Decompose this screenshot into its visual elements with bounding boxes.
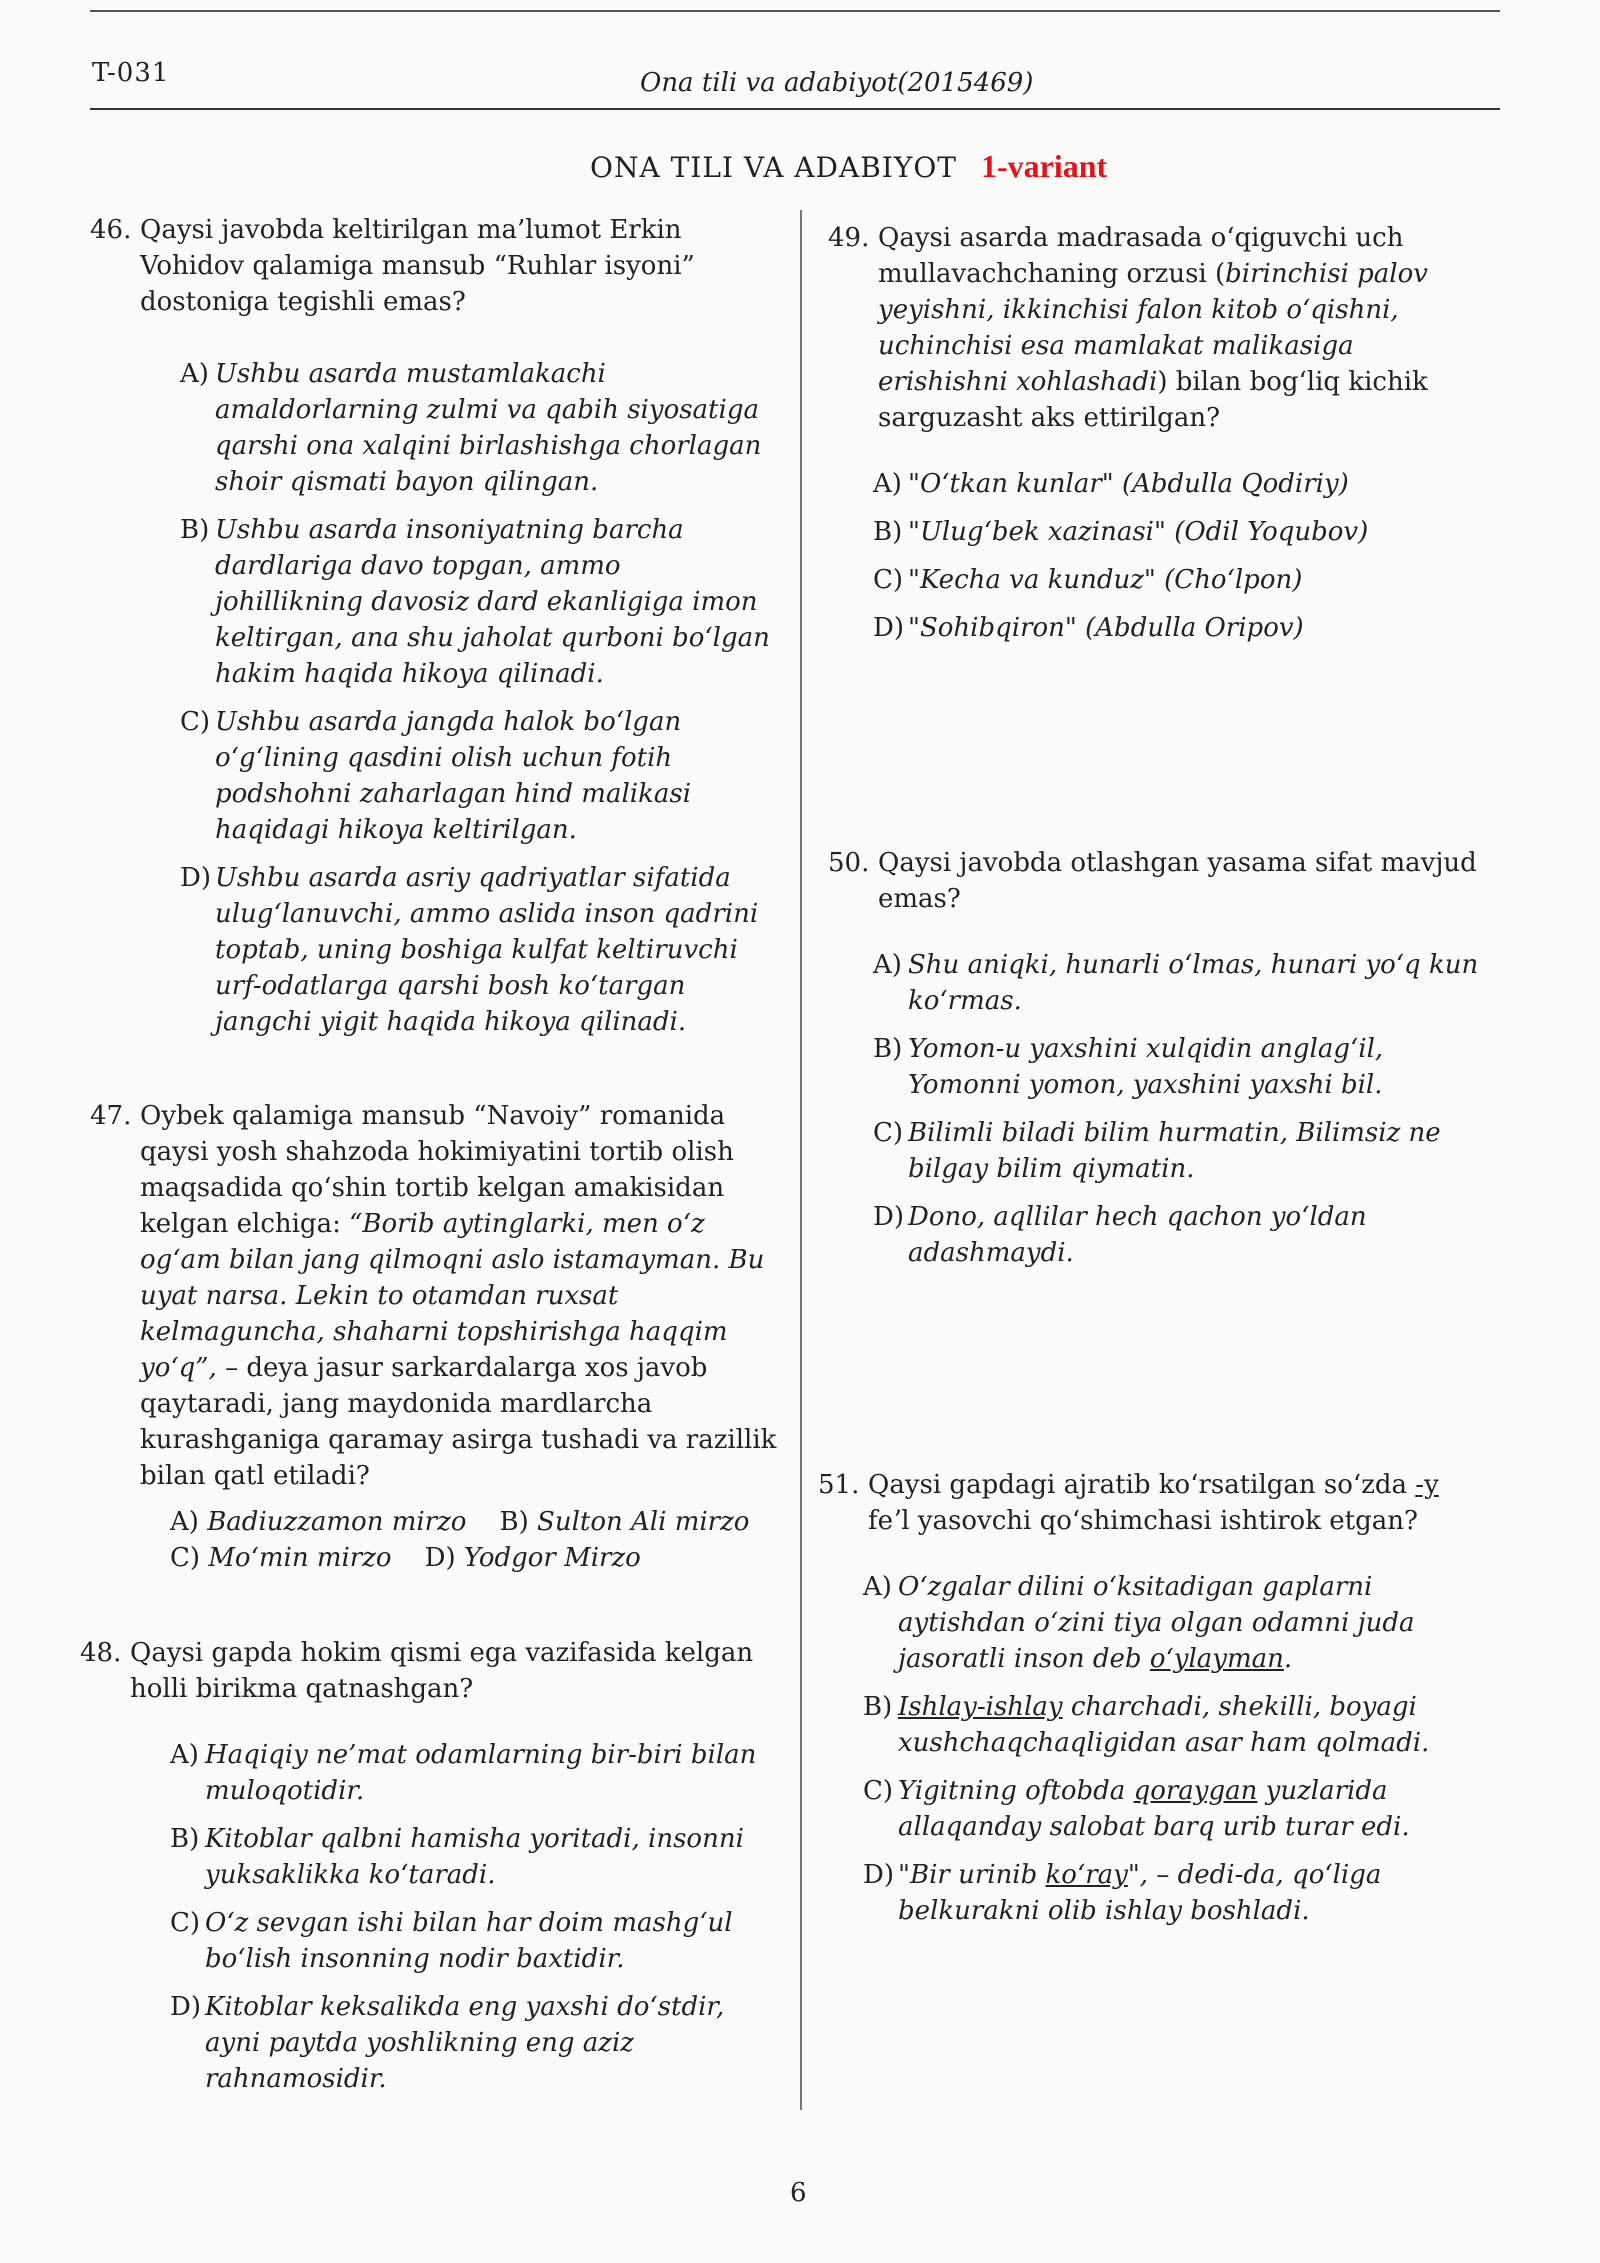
- question-49: [828, 220, 1488, 646]
- underlined-word: oʻylayman: [1149, 1644, 1284, 1674]
- option-a[interactable]: A) Oʻzgalar dilini oʻksitadigan gaplarni aytishdan oʻzini tiya olgan odamni juda jasoratli inson deb oʻylayman.: [863, 1572, 1415, 1674]
- question-text: Qaysi javobda keltirilgan ma’lumot Erkin Vohidov qalamiga mansub “Ruhlar isyoni” dostoniga tegishli emas?: [140, 215, 695, 317]
- option-b[interactable]: B) Kitoblar qalbni hamisha yoritadi, insonni yuksaklikka koʻtaradi.: [170, 1824, 744, 1890]
- running-title: Ona tili va adabiyot(2015469): [640, 68, 1034, 98]
- question-number: 49.: [828, 223, 870, 253]
- header-rule: [90, 108, 1500, 110]
- option-c[interactable]: C) "Kecha va kunduz" (Choʻlpon): [873, 565, 1303, 595]
- question-text: Qaysi javobda otlashgan yasama sifat mavjud emas?: [878, 848, 1477, 914]
- question-text-cont: ) bilan bogʻliq kichik sarguzasht aks ettirilgan?: [878, 367, 1428, 433]
- option-d[interactable]: D) Yodgor Mirzo: [424, 1543, 641, 1573]
- option-d[interactable]: D) "Bir urinib koʻray", – dedi-da, qoʻliga belkurakni olib ishlay boshladi.: [863, 1860, 1382, 1926]
- subject-title: ONA TILI VA ADABIYOT: [590, 151, 957, 184]
- question-text-cont: feʼl yasovchi qoʻshimchasi ishtirok etgan?: [868, 1506, 1418, 1536]
- question-number: 47.: [90, 1101, 132, 1131]
- question-number: 50.: [828, 848, 870, 878]
- option-c[interactable]: C) Ushbu asarda jangda halok boʻlgan oʻgʻlining qasdini olish uchun fotih podshohni zaharlagan hind malikasi haqidagi hikoya keltirilgan.: [180, 707, 692, 845]
- underlined-word: koʻray: [1045, 1860, 1128, 1890]
- option-d[interactable]: D) Kitoblar keksalikda eng yaxshi doʻstdir, ayni paytda yoshlikning eng aziz rahnamosidir.: [170, 1992, 725, 2094]
- option-b[interactable]: B) Yomon-u yaxshini xulqidin anglagʻil, Yomonni yomon, yaxshini yaxshi bil.: [873, 1034, 1384, 1100]
- question-text-cont: – deya jasur sarkardalarga xos javob qaytaradi, jang maydonida mardlarcha kurashganiga qaramay asirga tushadi va razillik bilan qatl etiladi?: [140, 1353, 777, 1491]
- option-b[interactable]: B) Ushbu asarda insoniyatning barcha dardlariga davo topgan, ammo johillikning davosiz dard ekanligiga imon keltirgan, ana shu jaholat qurboni boʻlgan hakim haqida hikoya qilinadi.: [180, 515, 770, 689]
- option-c[interactable]: C) Oʻz sevgan ishi bilan har doim mashgʻul boʻlish insonning nodir baxtidir.: [170, 1908, 733, 1974]
- question-46: [90, 212, 770, 1040]
- question-50: [828, 845, 1488, 1271]
- page-number: 6: [790, 2178, 807, 2208]
- question-number: 46.: [90, 215, 132, 245]
- option-c[interactable]: C) Bilimli biladi bilim hurmatin, Bilimsiz ne bilgay bilim qiymatin.: [873, 1118, 1441, 1184]
- underlined-word: Ishlay-ishlay: [898, 1692, 1063, 1722]
- question-quote: “Borib aytinglarki, men oʻz ogʻam bilan jang qilmoqni aslo istamayman. Bu uyat narsa. Lekin to otamdan ruxsat kelmaguncha, shaharni topshirishga haqqim yoʻq”,: [140, 1209, 765, 1383]
- page-code: T-031: [92, 58, 170, 88]
- column-divider: [800, 210, 802, 2110]
- underlined-word: qoraygan: [1133, 1776, 1258, 1806]
- option-d[interactable]: D) Dono, aqllilar hech qachon yoʻldan adashmaydi.: [873, 1202, 1367, 1268]
- options-row-2: [170, 1540, 780, 1576]
- option-c[interactable]: C) Yigitning oftobda qoraygan yuzlarida allaqanday salobat barq urib turar edi.: [863, 1776, 1410, 1842]
- options-row-1: [170, 1504, 780, 1540]
- option-b[interactable]: B) Ishlay-ishlay charchadi, shekilli, boyagi xushchaqchaqligidan asar ham qolmadi.: [863, 1692, 1430, 1758]
- question-text: Qaysi asarda madrasada oʻqiguvchi uch mullavachchaning orzusi (: [878, 223, 1404, 289]
- option-b[interactable]: B) "Ulugʻbek xazinasi" (Odil Yoqubov): [873, 517, 1369, 547]
- option-c[interactable]: C) Moʻmin mirzo: [170, 1543, 392, 1573]
- option-d[interactable]: D) Ushbu asarda asriy qadriyatlar sifatida ulugʻlanuvchi, ammo aslida inson qadrini toptab, uning boshiga kulfat keltiruvchi urf-odatlarga qarshi bosh koʻtargan jangchi yigit haqida hikoya qilinadi.: [180, 863, 759, 1037]
- option-d[interactable]: D) "Sohibqiron" (Abdulla Oripov): [873, 613, 1304, 643]
- page-title: [590, 148, 1107, 185]
- question-number: 51.: [818, 1470, 860, 1500]
- question-text: Oybek qalamiga mansub “Navoiy” romanida qaysi yosh shahzoda hokimiyatini tortib olish maqsadida qoʻshin tortib kelgan amakisidan kelgan elchiga:: [140, 1101, 734, 1239]
- top-rule: [90, 10, 1500, 12]
- question-51: [818, 1467, 1488, 1929]
- question-italic: birinchisi palov yeyishni, ikkinchisi falon kitob oʻqishni, uchinchisi esa mamlakat malikasiga erishishni xohlashadi: [878, 259, 1428, 397]
- option-a[interactable]: A) Ushbu asarda mustamlakachi amaldorlarning zulmi va qabih siyosatiga qarshi ona xalqini birlashishga chorlagan shoir qismati bayon qilingan.: [180, 359, 762, 497]
- option-a[interactable]: A) "Oʻtkan kunlar" (Abdulla Qodiriy): [873, 469, 1349, 499]
- question-text: Qaysi gapda hokim qismi ega vazifasida kelgan holli birikma qatnashgan?: [130, 1638, 754, 1704]
- option-a[interactable]: A) Haqiqiy ne’mat odamlarning bir-biri bilan muloqotidir.: [170, 1740, 757, 1806]
- option-a[interactable]: A) Shu aniqki, hunarli oʻlmas, hunari yoʻq kun koʻrmas.: [873, 950, 1479, 1016]
- variant-label: 1-variant: [980, 148, 1108, 184]
- option-b[interactable]: B) Sulton Ali mirzo: [499, 1507, 750, 1537]
- question-47: [90, 1098, 780, 1576]
- question-48: [80, 1635, 770, 2097]
- question-text: Qaysi gapdagi ajratib koʻrsatilgan soʻzda: [868, 1470, 1416, 1500]
- question-number: 48.: [80, 1638, 122, 1668]
- highlighted-suffix: -y: [1415, 1470, 1439, 1500]
- option-a[interactable]: A) Badiuzzamon mirzo: [170, 1507, 467, 1537]
